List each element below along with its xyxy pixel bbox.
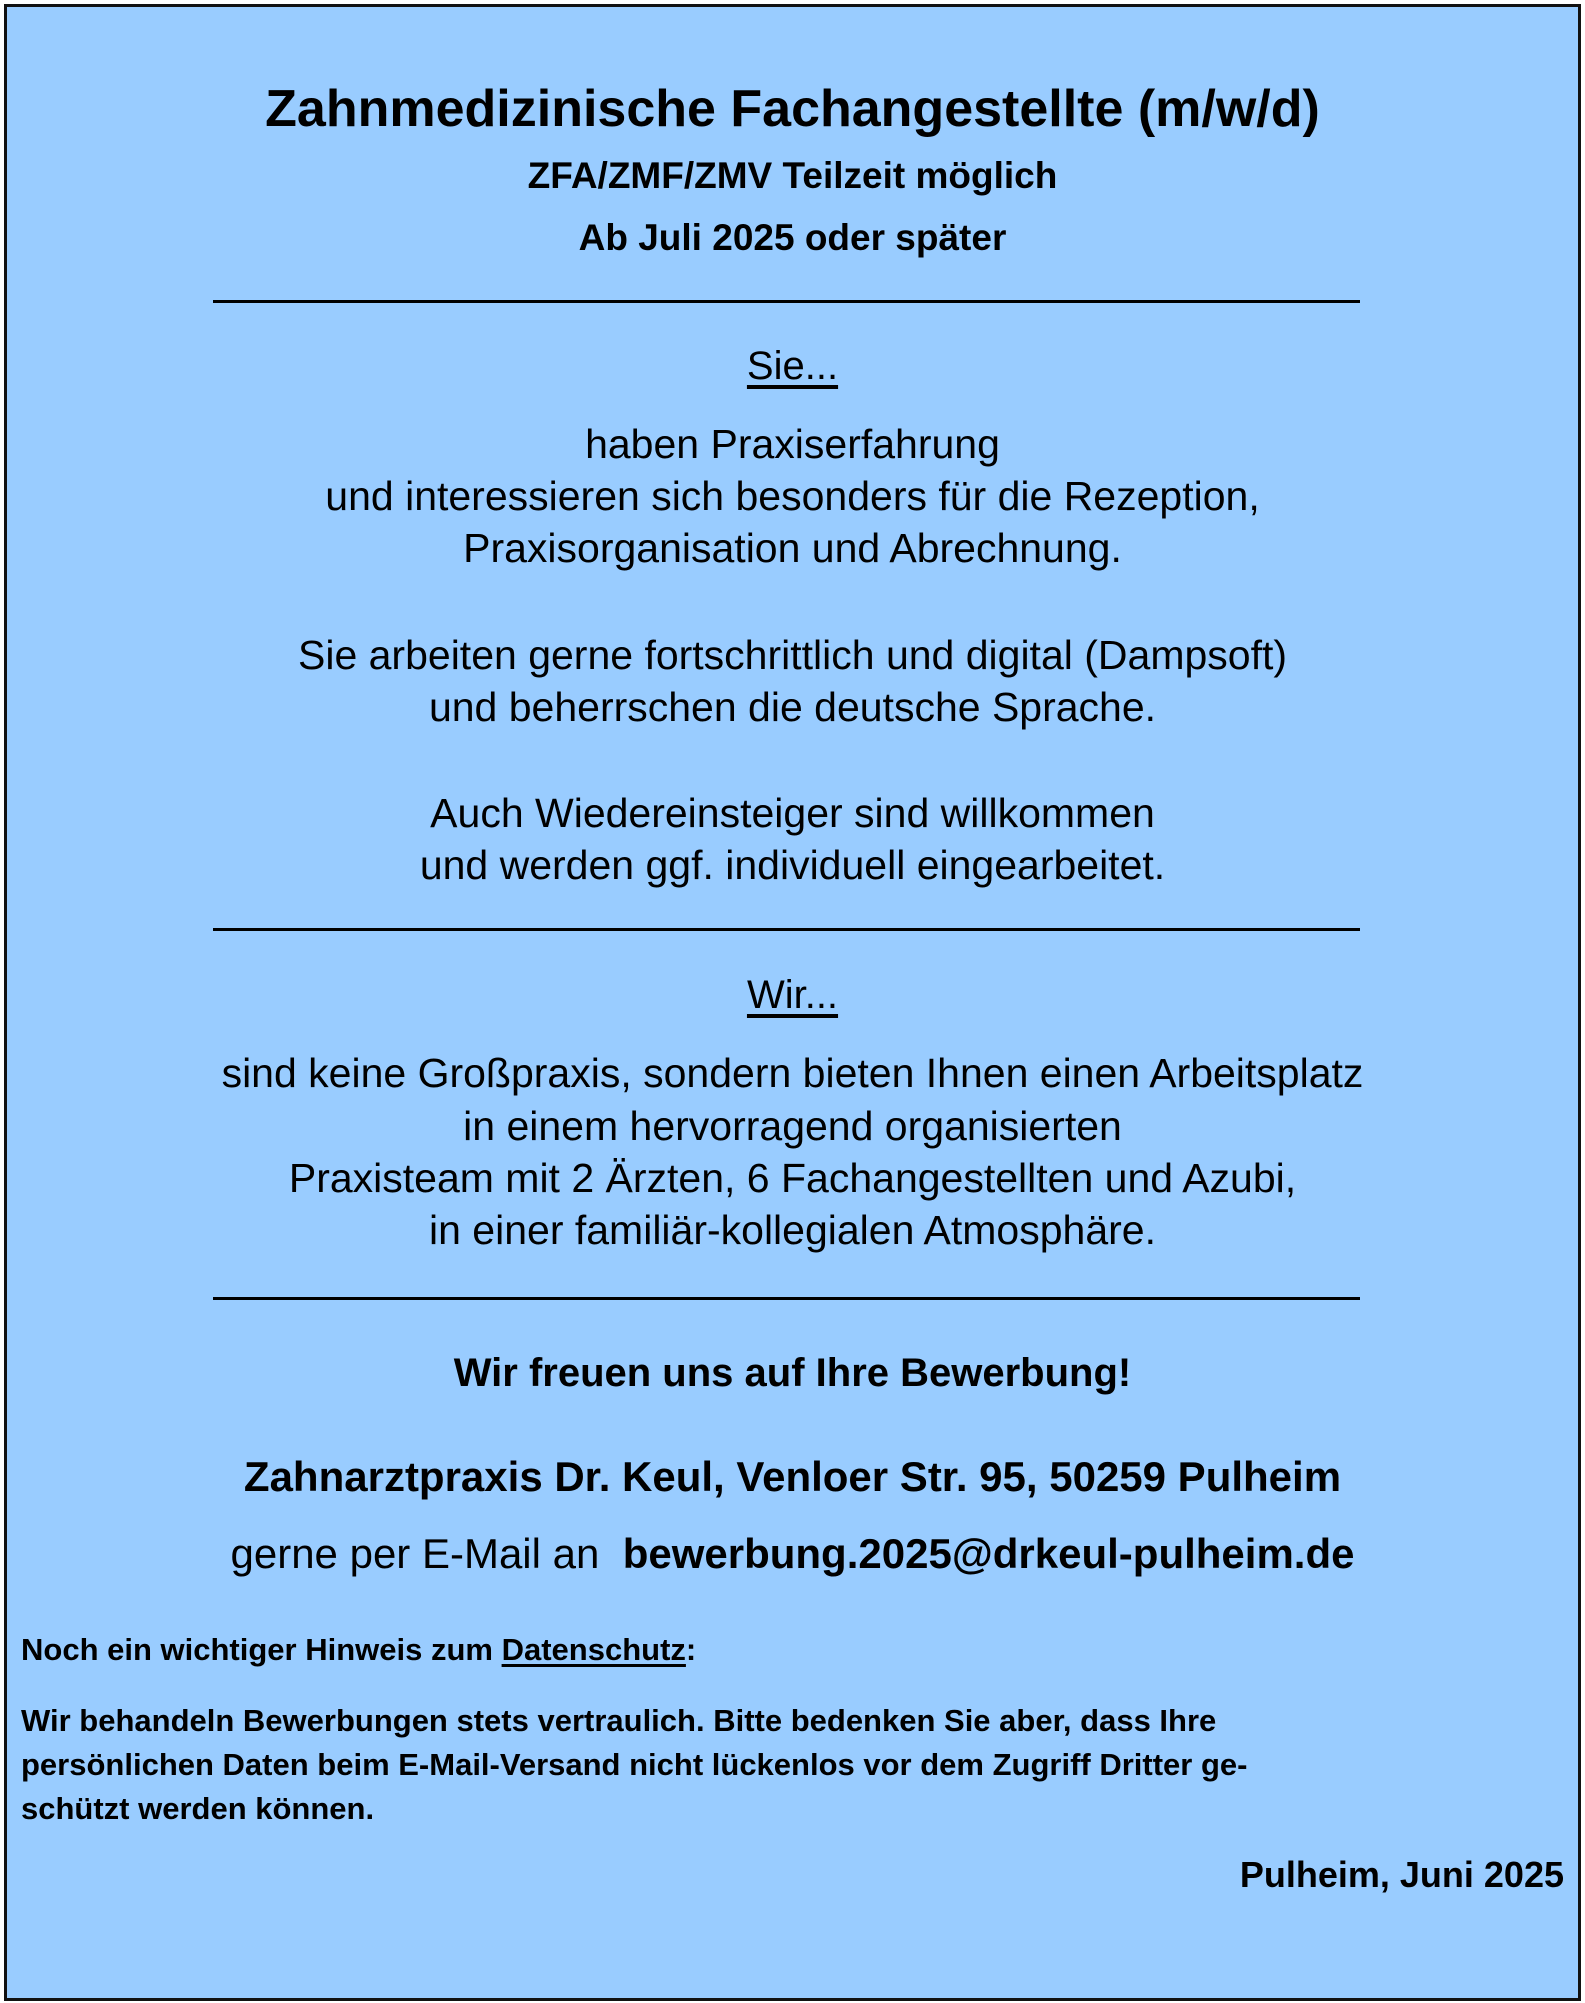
- email-prefix: gerne per E-Mail an: [230, 1530, 600, 1577]
- sie-line: Sie arbeiten gerne fortschrittlich und digital (Dampsoft): [297, 632, 1288, 678]
- subtitle-positions: ZFA/ZMF/ZMV Teilzeit möglich: [527, 155, 1058, 196]
- privacy-notice: [21, 1699, 1521, 1831]
- place-date: Pulheim, Juni 2025: [1239, 1854, 1564, 1895]
- sie-line: und beherrschen die deutsche Sprache.: [428, 684, 1157, 730]
- sie-line: Auch Wiedereinsteiger sind willkommen: [430, 790, 1155, 836]
- privacy-line: schützt werden können.: [21, 1791, 375, 1826]
- sie-line: haben Praxiserfahrung: [585, 421, 1000, 467]
- email-address[interactable]: bewerbung.2025@drkeul-pulheim.de: [622, 1530, 1355, 1577]
- wir-line: sind keine Großpraxis, sondern bieten Ihnen einen Arbeitsplatz: [221, 1050, 1364, 1096]
- privacy-title: [21, 1632, 696, 1668]
- divider: [213, 300, 1360, 303]
- divider: [213, 1297, 1360, 1300]
- closing-thanks: Wir freuen uns auf Ihre Bewerbung!: [453, 1351, 1132, 1395]
- wir-line: in einer familiär-kollegialen Atmosphäre.: [429, 1207, 1156, 1253]
- privacy-line: persönlichen Daten beim E-Mail-Versand nicht lückenlos vor dem Zugriff Dritter ge-: [21, 1747, 1248, 1782]
- page-title: Zahnmedizinische Fachangestellte (m/w/d): [265, 80, 1320, 138]
- email-line: [7, 1530, 1578, 1578]
- sie-line: und interessieren sich besonders für die Rezeption,: [325, 473, 1260, 519]
- privacy-line: Wir behandeln Bewerbungen stets vertraulich. Bitte bedenken Sie aber, dass Ihre: [21, 1703, 1217, 1738]
- section-heading-sie: Sie...: [746, 344, 839, 388]
- sie-line: Praxisorganisation und Abrechnung.: [463, 525, 1122, 571]
- section-heading-wir: Wir...: [746, 973, 839, 1017]
- subtitle-start-date: Ab Juli 2025 oder später: [578, 217, 1007, 258]
- privacy-link: Datenschutz: [501, 1632, 686, 1667]
- privacy-title-suffix: :: [685, 1632, 697, 1667]
- wir-line: Praxisteam mit 2 Ärzten, 6 Fachangestellten und Azubi,: [288, 1155, 1297, 1201]
- sie-line: und werden ggf. individuell eingearbeitet.: [419, 842, 1166, 888]
- divider: [213, 928, 1360, 931]
- job-ad-panel: [4, 4, 1581, 2001]
- practice-address: Zahnarztpraxis Dr. Keul, Venloer Str. 95, 50259 Pulheim: [243, 1453, 1342, 1500]
- wir-line: in einem hervorragend organisierten: [463, 1103, 1122, 1149]
- privacy-title-prefix: Noch ein wichtiger Hinweis zum: [21, 1632, 493, 1667]
